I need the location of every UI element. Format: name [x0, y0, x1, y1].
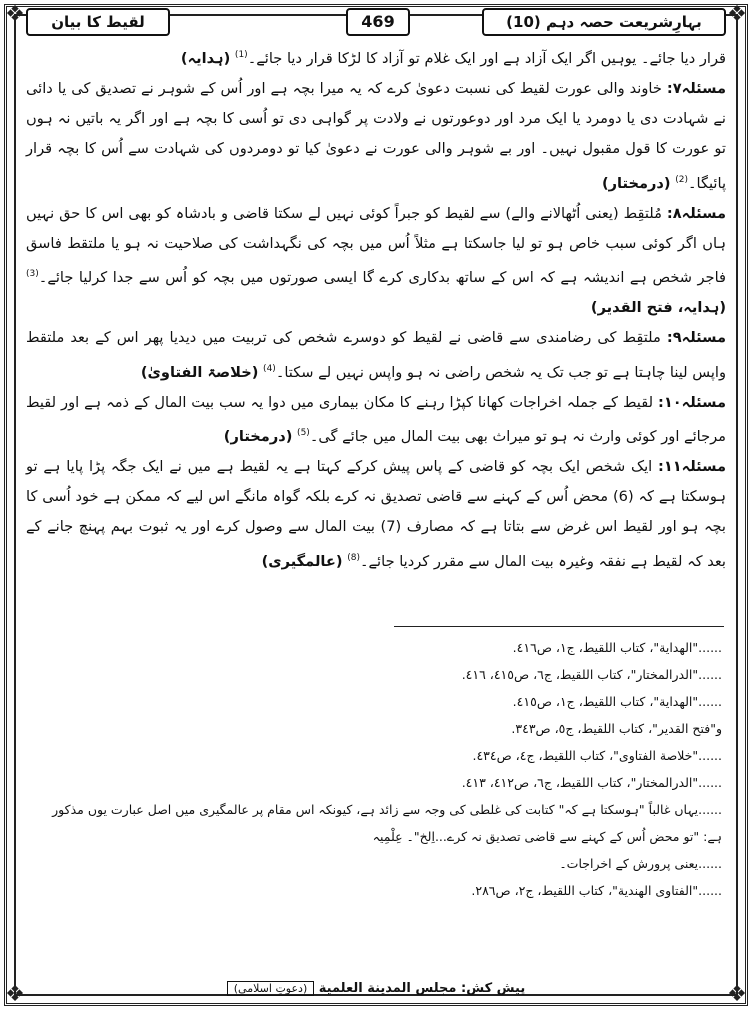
footnote: ......یعنی پرورش کے اخراجات۔: [559, 856, 722, 871]
footnote-ref: (8): [347, 552, 360, 563]
source-citation: (درمختار): [601, 174, 671, 192]
footnote: ......"خلاصة الفتاوى"، كتاب اللقيط، ج٤، ص٤٣٤.: [472, 748, 722, 763]
paragraph: [26, 74, 726, 199]
page-footer: [0, 981, 752, 996]
source-citation: (ہدایہ، فتح القدیر): [590, 299, 726, 317]
book-title: بہارِشریعت حصہ دہم (10): [482, 8, 726, 36]
footnote: ......"الدرالمختار"، كتاب اللقيط، ج٦، ص٤١٢، ٤١٣.: [461, 775, 722, 790]
source-citation: (خلاصۃ الفتاویٰ): [140, 363, 259, 381]
footnote-ref: (1): [234, 50, 248, 60]
chapter-title: لقیط کا بیان: [26, 8, 170, 36]
footnote-ref: (3): [26, 269, 39, 280]
masala-label: مسئلہ۷:: [666, 80, 727, 98]
paragraph-text: ملتقِط کی رضامندی سے قاضی نے لقیط کو دوسرے شخص کی تربیت میں دیدیا پھر اس کے بعد ملتقط واپس لینا چاہتا ہے تو جب تک یہ شخص راضی نہ ہو واپس نہیں لے سکتا۔: [26, 329, 726, 381]
footer-presenter: پیش کش:: [461, 981, 526, 996]
paragraph-text: خاوند والی عورت لقیط کی نسبت دعویٰ کرے کہ یہ میرا بچہ ہے اور اُس کے شوہر نے تصدیق کی یا دائی نے شہادت دی یا دومرد یا ایک مرد اور دوعورتوں نے ولادت پر گواہی دی تو اُسی کا بچہ ہے اور اگر یہ باتیں نہ ہوں تو عورت کا قول مقبول نہیں۔ اور بے شوہر والی عورت نے دعویٰ کیا تو دومردوں کی شہادت سے اُس کا بچہ قرار پائیگا۔: [26, 80, 726, 192]
footnote: و"فتح القدير"، كتاب اللقيط، ج٥، ص٣٤٣.: [511, 721, 722, 736]
footnote: ......"الهداية"، كتاب اللقيط، ج١، ص٤١٦.: [512, 640, 722, 655]
footnote-ref: (5): [297, 427, 310, 438]
footer-org: مجلس المدينة العلمية: [318, 981, 457, 996]
footer-tag: (دعوتِ اسلامی): [227, 981, 314, 996]
paragraph-text: لقیط کے جملہ اخراجات کھانا کپڑا رہنے کا مکان بیماری میں دوا یہ سب بیت المال کے ذمہ ہے اور لقیط مرجائے اور کوئی وارث نہ ہو تو میراث بھی بیت المال میں جائے گی۔: [26, 393, 726, 445]
footnote: ......"الهداية"، كتاب اللقيط، ج١، ص٤١٥.: [512, 694, 722, 709]
corner-ornament-icon: ❖: [5, 2, 25, 27]
source-citation: (درمختار): [223, 427, 293, 445]
source-citation: (ہدایہ): [180, 49, 231, 67]
footnote: ......"الفتاوى الهندية"، كتاب اللقيط، ج٢، ص٢٨٦.: [471, 883, 722, 898]
paragraph: [26, 40, 726, 74]
corner-ornament-icon: ❖: [5, 982, 25, 1007]
footnote-ref: (4): [263, 363, 276, 374]
footnotes: [32, 634, 722, 904]
footnote: ......"الدرالمختار"، كتاب اللقيط، ج٦، ص٤١٥، ٤١٦.: [461, 667, 722, 682]
main-text: [26, 40, 726, 577]
paragraph: [26, 323, 726, 387]
masala-label: مسئلہ۱۱:: [657, 457, 726, 475]
paragraph-text: قرار دیا جائے۔ یوہیں اگر ایک آزاد ہے اور ایک غلام تو آزاد کا لڑکا قرار دیا جائے۔: [247, 49, 726, 67]
footnote-ref: (2): [675, 174, 688, 185]
footnote-divider: [394, 626, 724, 627]
masala-label: مسئلہ۱۰:: [657, 393, 726, 411]
paragraph: [26, 388, 726, 452]
masala-label: مسئلہ۸:: [666, 204, 727, 222]
masala-label: مسئلہ۹:: [666, 329, 726, 347]
source-citation: (عالمگیری): [261, 552, 343, 570]
page-header: [20, 8, 732, 34]
paragraph: [26, 452, 726, 577]
corner-ornament-icon: ❖: [727, 982, 747, 1007]
page-number: 469: [346, 8, 410, 36]
paragraph-text: ایک شخص ایک بچہ کو قاضی کے پاس پیش کرکے کہتا ہے یہ لقیط ہے میں نے ایک جگہ پڑا پایا ہے تو ہوسکتا ہے کہ (6) محض اُس کے کہنے سے قاضی تصدیق نہ کرے بلکہ گواہ مانگے اس لیے کہ ممکن ہے خود اُسی کا بچہ ہو اور لقیط اس غرض سے بتاتا ہے کہ مصارف (7) بیت المال سے وصول کرے اور یہ ثبوت بہم پہنچ جانے کے بعد کہ لقیط ہے نفقہ وغیرہ بیت المال سے مقرر کردیا جائے۔: [26, 457, 726, 570]
corner-ornament-icon: ❖: [727, 2, 747, 27]
footnote: ......یہاں غالباً "ہوسکتا ہے کہ" کتابت کی غلطی کی وجہ سے زائد ہے، کیونکہ اس مقام پر عالمگیری میں اصل عبارت یوں مذکور ہے: "تو محض اُس کے کہنے سے قاضی تصدیق نہ کرے...اِلخ"۔ عِلْمِیہ: [52, 802, 722, 844]
paragraph-text: مُلتقِط (یعنی اُٹھالانے والے) سے لقیط کو جبراً کوئی نہیں لے سکتا قاضی و بادشاہ کو بھی اس کا حق نہیں ہاں اگر کوئی سبب خاص ہو تو لیا جاسکتا ہے مثلاً اُس میں بچہ کی نگہداشت کی صلاحیت نہ ہو یا ملتقط فاسق فاجر شخص ہے اندیشہ ہے کہ اس کے ساتھ بدکاری کرے گا ایسی صورتوں میں بچہ کو اُس سے جدا کرلیا جائے۔: [26, 204, 726, 286]
paragraph: [26, 199, 726, 324]
